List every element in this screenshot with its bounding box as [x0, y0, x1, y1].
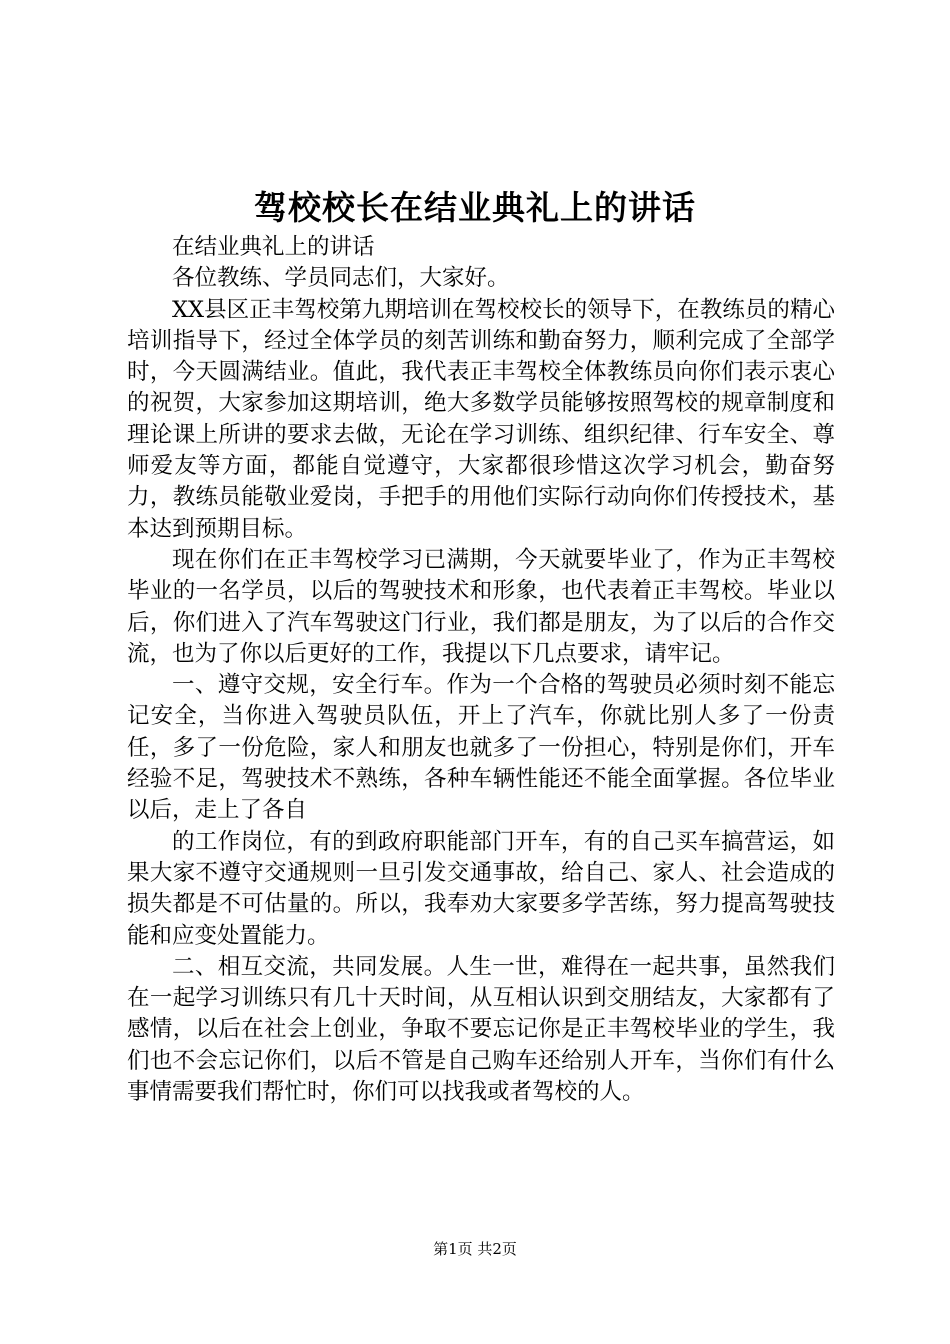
paragraph-point-two: 二、相互交流，共同发展。人生一世，难得在一起共事，虽然我们在一起学习训练只有几十天时间，从互相认识到交朋结友，大家都有了感情，以后在社会上创业，争取不要忘记你是正丰驾校毕业的学生，我们也不会忘记你们，以后不管是自己购车还给别人开车，当你们有什么事情需要我们帮忙时，你们可以找我或者驾校的人。: [127, 953, 835, 1106]
paragraph-point-one: 一、遵守交规，安全行车。作为一个合格的驾驶员必须时刻不能忘记安全，当你进入驾驶员队伍，开上了汽车，你就比别人多了一份责任，多了一份危险，家人和朋友也就多了一份担心，特别是你们，开车经验不足，驾驶技术不熟练，各种车辆性能还不能全面掌握。各位毕业以后，走上了各自: [127, 672, 835, 824]
document-body: [127, 232, 835, 1108]
page-number-footer: 第1页 共2页: [433, 1240, 517, 1258]
paragraph-point-one-cont: 的工作岗位，有的到政府职能部门开车，有的自己买车搞营运，如果大家不遵守交通规则一旦引发交通事故，给自己、家人、社会造成的损失都是不可估量的。所以，我奉劝大家要多学苦练，努力提高驾驶技能和应变处置能力。: [127, 828, 835, 949]
paragraph-greeting: 各位教练、学员同志们，大家好。: [172, 265, 510, 292]
paragraph-graduation: 现在你们在正丰驾校学习已满期，今天就要毕业了，作为正丰驾校毕业的一名学员，以后的驾驶技术和形象，也代表着正丰驾校。毕业以后，你们进入了汽车驾驶这门行业，我们都是朋友，为了以后的合作交流，也为了你以后更好的工作，我提以下几点要求，请牢记。: [127, 546, 835, 667]
document-title: 驾校校长在结业典礼上的讲话: [254, 188, 696, 227]
paragraph-intro: XX县区正丰驾校第九期培训在驾校校长的领导下，在教练员的精心培训指导下，经过全体学员的刻苦训练和勤奋努力，顺利完成了全部学时，今天圆满结业。值此，我代表正丰驾校全体教练员向你们表示衷心的祝贺，大家参加这期培训，绝大多数学员能够按照驾校的规章制度和理论课上所讲的要求去做，无论在学习训练、组织纪律、行车安全、尊师爱友等方面，都能自觉遵守，大家都很珍惜这次学习机会，勤奋努力，教练员能敬业爱岗，手把手的用他们实际行动向你们传授技术，基本达到预期目标。: [127, 296, 835, 542]
paragraph-subtitle: 在结业典礼上的讲话: [172, 234, 375, 260]
